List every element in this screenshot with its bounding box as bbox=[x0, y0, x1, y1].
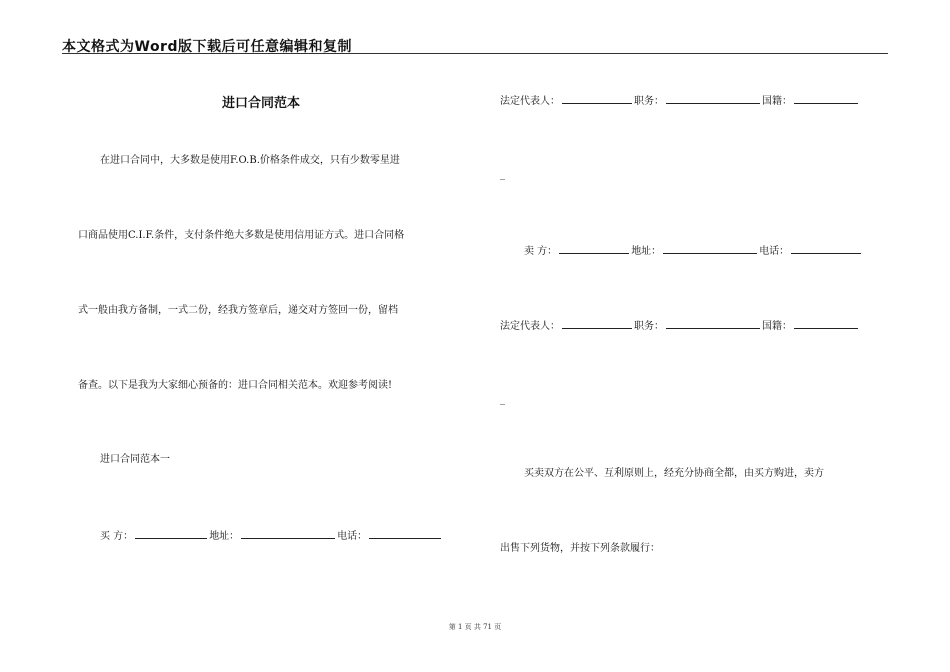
nationality-blank[interactable] bbox=[794, 318, 858, 329]
buyer-row bbox=[100, 528, 443, 544]
dash-line: _ bbox=[500, 169, 505, 180]
position-blank[interactable] bbox=[666, 318, 760, 329]
rep-row-1 bbox=[500, 93, 860, 109]
paragraph-line: 出售下列货物，并按下列条款履行： bbox=[500, 543, 660, 554]
dash-line: _ bbox=[500, 394, 505, 405]
nationality-label: 国籍： bbox=[762, 321, 792, 332]
paragraph-line: 式一般由我方备制，一式二份，经我方签章后，递交对方签回一份，留档 bbox=[78, 305, 398, 316]
paragraph-line: 买卖双方在公平、互利原则上，经充分协商全都，由买方购进，卖方 bbox=[524, 468, 824, 479]
rep-label: 法定代表人： bbox=[500, 96, 560, 107]
position-label: 职务： bbox=[634, 321, 664, 332]
document-title: 进口合同范本 bbox=[222, 96, 301, 111]
header-divider bbox=[62, 53, 888, 54]
phone-label: 电话： bbox=[759, 246, 790, 257]
address-blank[interactable] bbox=[241, 528, 335, 539]
phone-blank[interactable] bbox=[791, 243, 861, 254]
rep-blank[interactable] bbox=[562, 93, 632, 104]
page-number: 第 1 页 共 71 页 bbox=[448, 623, 502, 631]
rep-label: 法定代表人： bbox=[500, 321, 560, 332]
rep-row-2 bbox=[500, 318, 860, 334]
paragraph-line: 备查。以下是我为大家细心预备的：进口合同相关范本。欢迎参考阅读! bbox=[78, 380, 393, 391]
address-blank[interactable] bbox=[663, 243, 757, 254]
position-label: 职务： bbox=[634, 96, 664, 107]
paragraph-line: 在进口合同中，大多数是使用F.O.B.价格条件成交，只有少数零星进 bbox=[100, 155, 400, 166]
buyer-label: 买 方： bbox=[100, 531, 134, 542]
phone-label: 电话： bbox=[337, 531, 368, 542]
buyer-blank[interactable] bbox=[135, 528, 207, 539]
document-header-title: 本文格式为Word版下载后可任意编辑和复制 bbox=[62, 39, 352, 55]
phone-blank[interactable] bbox=[369, 528, 441, 539]
nationality-blank[interactable] bbox=[794, 93, 858, 104]
seller-label: 卖 方： bbox=[524, 246, 558, 257]
paragraph-line: 口商品使用C.I.F.条件，支付条件绝大多数是使用信用证方式。进口合同格 bbox=[78, 230, 405, 241]
rep-blank[interactable] bbox=[562, 318, 632, 329]
contract-subheading: 进口合同范本一 bbox=[100, 454, 170, 465]
address-label: 地址： bbox=[631, 246, 662, 257]
address-label: 地址： bbox=[209, 531, 240, 542]
seller-row bbox=[524, 243, 863, 259]
nationality-label: 国籍： bbox=[762, 96, 792, 107]
seller-blank[interactable] bbox=[559, 243, 629, 254]
position-blank[interactable] bbox=[666, 93, 760, 104]
